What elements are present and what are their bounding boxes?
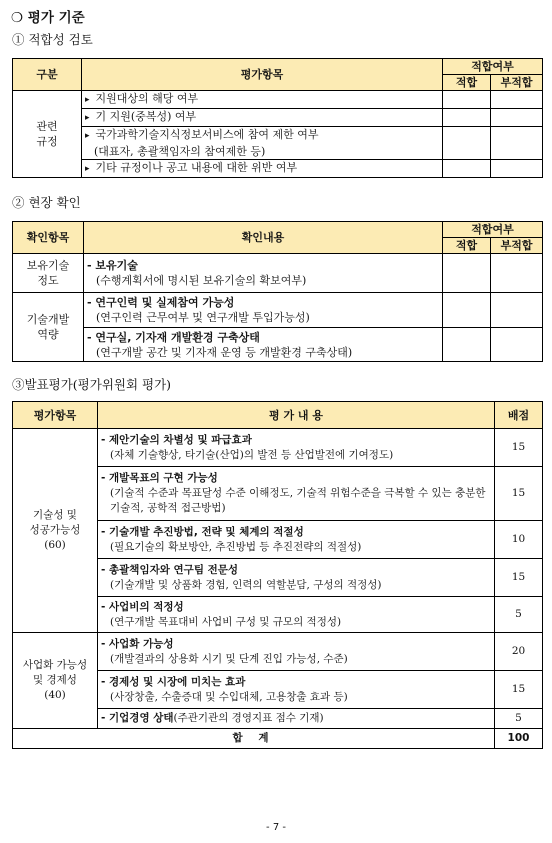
item-title: - 제안기술의 차별성 및 파급효과 <box>101 433 252 446</box>
list-item: ▸ 국가과학기술지식정보서비스에 참여 제한 여부 <box>85 128 319 141</box>
item-title: - 사업비의 적정성 <box>101 600 184 613</box>
item-title: - 사업화 가능성 <box>101 637 174 650</box>
item-sub: (연구개발 목표대비 사업비 구성 및 규모의 적정성) <box>110 615 342 628</box>
check-cell[interactable] <box>491 91 543 109</box>
site-check-table <box>12 221 543 362</box>
group-tech: 보유기술 정도 <box>13 254 84 293</box>
section1-heading: ① 적합성 검토 <box>12 32 93 47</box>
list-item-sub: (대표자, 총괄책임자의 참여제한 등) <box>94 145 266 158</box>
section3-heading: ③발표평가(평가위원회 평가) <box>12 377 172 392</box>
item-title: - 연구실, 기자재 개발환경 구축상태 <box>87 330 260 344</box>
group-technology: 기술성 및 성공가능성 (60) <box>13 429 98 633</box>
check-cell[interactable] <box>491 328 543 362</box>
group-business: 사업화 가능성 및 경제성 (40) <box>13 633 98 729</box>
check-cell[interactable] <box>443 127 491 160</box>
score: 10 <box>495 521 543 559</box>
item-title: - 경제성 및 시장에 미치는 효과 <box>101 675 246 688</box>
page-number: - 7 - <box>266 822 286 833</box>
section2-heading: ② 현장 확인 <box>12 195 81 210</box>
item-sub: (사장창출, 수출증대 및 수입대체, 고용창출 효과 등) <box>110 690 348 703</box>
score: 15 <box>495 559 543 597</box>
item-title: - 기업경영 상태 <box>101 712 174 724</box>
total-score: 100 <box>495 729 543 749</box>
group-capability: 기술개발 역량 <box>13 293 84 362</box>
list-item: ▸ 기타 규정이나 공고 내용에 대한 위반 여부 <box>85 161 297 174</box>
col-content: 확인내용 <box>84 222 443 254</box>
score: 15 <box>495 671 543 709</box>
suitability-table <box>12 58 543 178</box>
col-fit: 적합여부 <box>443 222 543 238</box>
col-item: 평가항목 <box>13 402 98 429</box>
item-sub: (연구인력 근무여부 및 연구개발 투입가능성) <box>96 311 310 324</box>
score: 5 <box>495 597 543 633</box>
col-item: 평가항목 <box>82 59 443 91</box>
item-sub: (연구개발 공간 및 기자재 운영 등 개발환경 구축상태) <box>96 345 353 359</box>
check-cell[interactable] <box>491 293 543 328</box>
check-cell[interactable] <box>443 328 491 362</box>
item-sub: (필요기술의 확보방안, 추진방법 등 추진전략의 적절성) <box>110 540 362 553</box>
section-title: ❍ 평가 기준 <box>11 10 85 26</box>
item-sub: (자체 기술향상, 타기술(산업)의 발전 등 산업발전에 기여정도) <box>110 448 394 461</box>
item-sub: (주관기관의 경영지표 점수 기재) <box>173 712 324 724</box>
check-cell[interactable] <box>443 109 491 127</box>
presentation-table <box>12 401 543 749</box>
check-cell[interactable] <box>491 254 543 293</box>
check-cell[interactable] <box>491 127 543 160</box>
total-label: 합 계 <box>13 729 495 749</box>
item-title: - 총괄책임자와 연구팀 전문성 <box>101 563 239 576</box>
col-category: 구분 <box>13 59 82 91</box>
list-item: ▸ 기 지원(중복성) 여부 <box>85 110 196 123</box>
item-title: - 개발목표의 구현 가능성 <box>101 472 218 484</box>
col-ok: 적합 <box>443 238 491 254</box>
col-ok: 적합 <box>443 75 491 91</box>
check-cell[interactable] <box>491 109 543 127</box>
check-cell[interactable] <box>443 254 491 293</box>
check-cell[interactable] <box>443 293 491 328</box>
score: 20 <box>495 633 543 671</box>
col-content: 평 가 내 용 <box>98 402 495 429</box>
item-title: - 기술개발 추진방법, 전략 및 체계의 적절성 <box>101 525 304 538</box>
col-ng: 부적합 <box>491 75 543 91</box>
col-score: 배점 <box>495 402 543 429</box>
score: 15 <box>495 467 543 521</box>
check-cell[interactable] <box>443 160 491 178</box>
item-sub: (기술적 수준과 목표달성 수준 이해정도, 기술적 위험수준을 극복할 수 있는 충분한 기술적, 공학적 접근방법) <box>110 487 486 514</box>
item-sub: (개발결과의 상용화 시기 및 단계 진입 가능성, 수준) <box>110 652 348 665</box>
col-item: 확인항목 <box>13 222 84 254</box>
group-regulation: 관련 규정 <box>13 91 82 178</box>
item-title: - 보유기술 <box>87 259 138 272</box>
list-item: ▸ 지원대상의 해당 여부 <box>85 92 198 105</box>
col-fit: 적합여부 <box>443 59 543 75</box>
score: 5 <box>495 709 543 729</box>
check-cell[interactable] <box>443 91 491 109</box>
item-sub: (수행계획서에 명시된 보유기술의 확보여부) <box>96 274 307 287</box>
item-title: - 연구인력 및 실제참여 가능성 <box>87 296 235 309</box>
score: 15 <box>495 429 543 467</box>
check-cell[interactable] <box>491 160 543 178</box>
col-ng: 부적합 <box>491 238 543 254</box>
item-sub: (기술개발 및 상품화 경험, 인력의 역할분담, 구성의 적정성) <box>110 578 382 591</box>
